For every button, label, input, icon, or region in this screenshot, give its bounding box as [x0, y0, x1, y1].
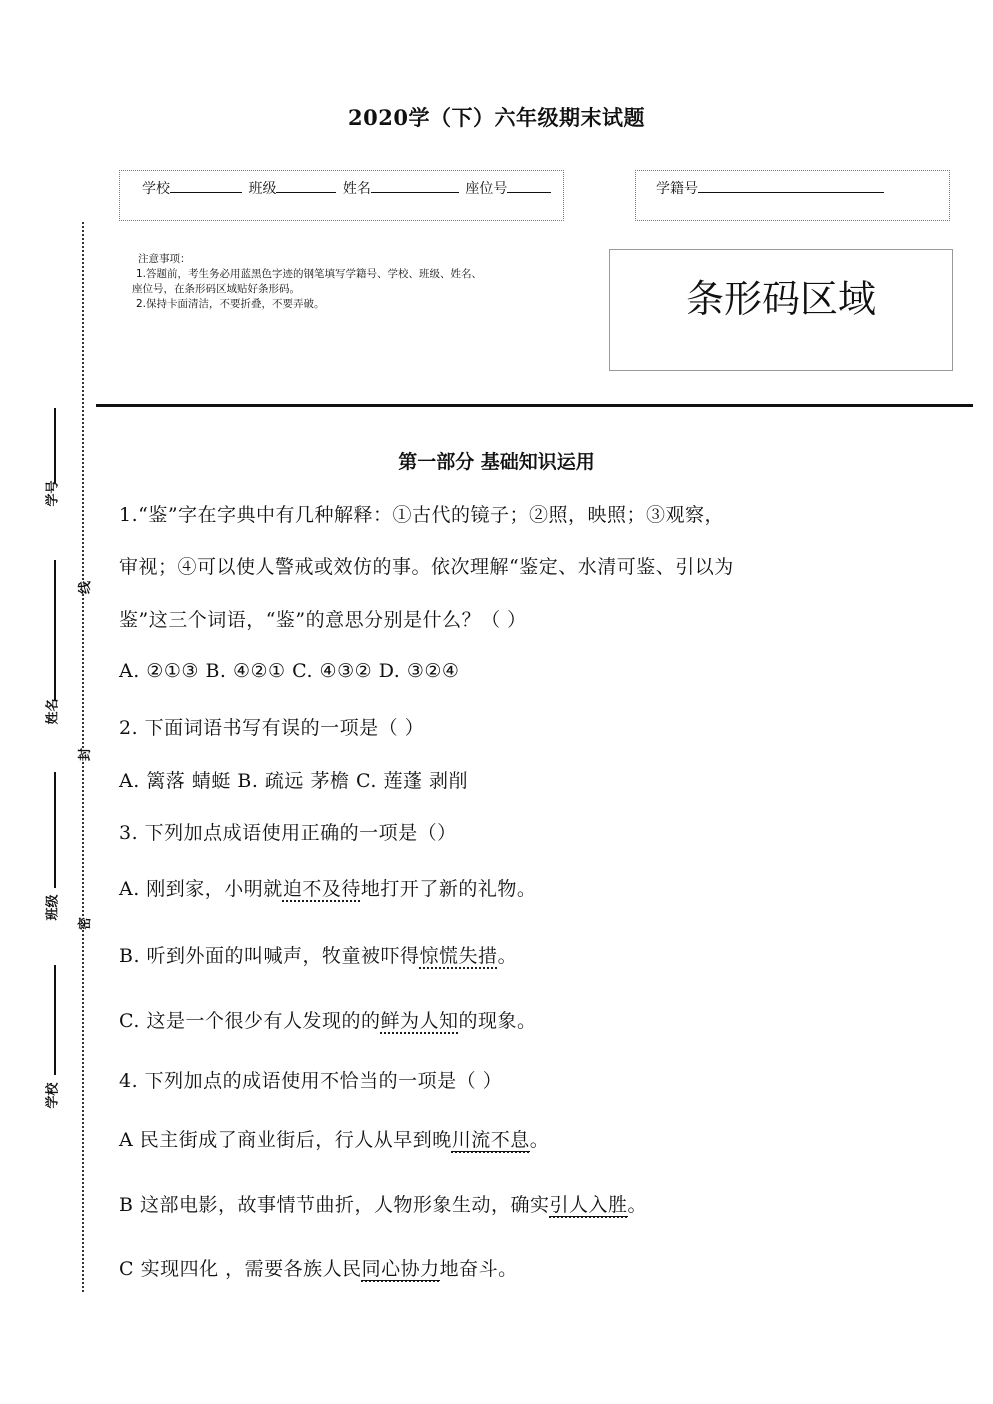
student-id-label: 学籍号 — [656, 181, 698, 197]
seal-mark-seal: 封 — [74, 748, 93, 761]
barcode-label: 条形码区域 — [685, 277, 876, 321]
seal-mark-line: 线 — [74, 581, 93, 594]
seat-field[interactable] — [507, 178, 551, 193]
underlined-idiom: 同心协力 — [361, 1258, 440, 1280]
question-4: 4. 下列加点的成语使用不恰当的一项是（ ） — [119, 1070, 503, 1092]
question-3-option-c — [119, 1006, 536, 1033]
dotted-idiom: 迫不及待 — [282, 878, 361, 900]
question-1-options: A. ②①③ B. ④②① C. ④③② D. ③②④ — [119, 660, 460, 682]
school-label: 学校 — [142, 181, 170, 197]
question-2-options: A. 篱落 蜻蜓 B. 疏远 茅檐 C. 莲蓬 剥削 — [119, 770, 468, 792]
student-id-field[interactable] — [698, 178, 884, 193]
class-label: 班级 — [248, 181, 277, 197]
student-id-box — [635, 170, 950, 221]
dotted-idiom: 鲜为人知 — [380, 1010, 459, 1032]
question-4-option-a — [119, 1125, 549, 1152]
name-field[interactable] — [371, 178, 459, 193]
option-text: C. 这是一个很少有人发现的的 — [119, 1010, 381, 1032]
question-1-line: 鉴”这三个词语，“鉴”的意思分别是什么？（ ） — [119, 609, 527, 631]
divider — [96, 404, 973, 407]
question-3-option-a — [119, 874, 536, 901]
option-text: C 实现四化 ，需要各族人民 — [119, 1258, 362, 1280]
side-label-school: 学校 — [45, 1082, 61, 1109]
barcode-area — [609, 249, 953, 371]
question-1-line: 1.“鉴”字在字典中有几种解释：①古代的镜子；②照，映照；③观察， — [119, 504, 725, 526]
question-3-option-b — [119, 941, 517, 968]
student-info-box — [119, 170, 564, 221]
option-text: 。 — [497, 945, 518, 967]
notes-heading: 注意事项： — [138, 253, 191, 265]
option-text: A 民主街成了商业街后，行人从早到晚 — [119, 1129, 452, 1151]
page-title: 2020学（下）六年级期末试题 — [348, 105, 645, 130]
student-id-row — [656, 178, 886, 198]
question-2: 2. 下面词语书写有误的一项是（ ） — [119, 717, 425, 739]
name-label: 姓名 — [342, 181, 371, 197]
option-text: 地打开了新的礼物。 — [360, 878, 537, 900]
underlined-idiom: 引人入胜 — [549, 1194, 628, 1216]
class-field[interactable] — [276, 178, 336, 193]
notes-line: 1.答题前，考生务必用蓝黑色字迹的钢笔填写学籍号、学校、班级、姓名、 — [136, 268, 483, 280]
option-text: 。 — [529, 1129, 550, 1151]
option-text: B 这部电影，故事情节曲折，人物形象生动，确实 — [119, 1194, 550, 1216]
school-field[interactable] — [170, 178, 242, 193]
notes-line: 2.保持卡面清洁，不要折叠，不要弄破。 — [136, 298, 325, 310]
notes — [132, 252, 592, 312]
side-line — [54, 772, 56, 888]
section-title: 第一部分 基础知识运用 — [398, 451, 595, 473]
info-fields — [142, 178, 553, 198]
option-text: 的现象。 — [458, 1010, 537, 1032]
option-text: B. 听到外面的叫喊声，牧童被吓得 — [119, 945, 420, 967]
question-1-line: 审视；④可以使人警戒或效仿的事。依次理解“鉴定、水清可鉴、引以为 — [119, 556, 734, 578]
side-label-name: 姓名 — [45, 698, 61, 725]
option-text: A. 刚到家，小明就 — [119, 878, 283, 900]
question-3: 3. 下列加点成语使用正确的一项是（） — [119, 822, 457, 844]
side-label-class: 班级 — [45, 894, 61, 921]
seal-mark-secret: 密 — [74, 917, 93, 930]
side-label-student-no: 学号 — [45, 480, 61, 507]
option-text: 地奋斗。 — [439, 1258, 518, 1280]
side-line — [54, 560, 56, 700]
seat-label: 座位号 — [465, 181, 508, 197]
dotted-idiom: 惊慌失措 — [419, 945, 498, 967]
question-4-option-b — [119, 1190, 647, 1217]
notes-line: 座位号，在条形码区域贴好条形码。 — [132, 283, 300, 295]
question-4-option-c — [119, 1254, 518, 1281]
option-text: 。 — [627, 1194, 648, 1216]
underlined-idiom: 川流不息 — [451, 1129, 530, 1151]
side-line — [54, 965, 56, 1075]
